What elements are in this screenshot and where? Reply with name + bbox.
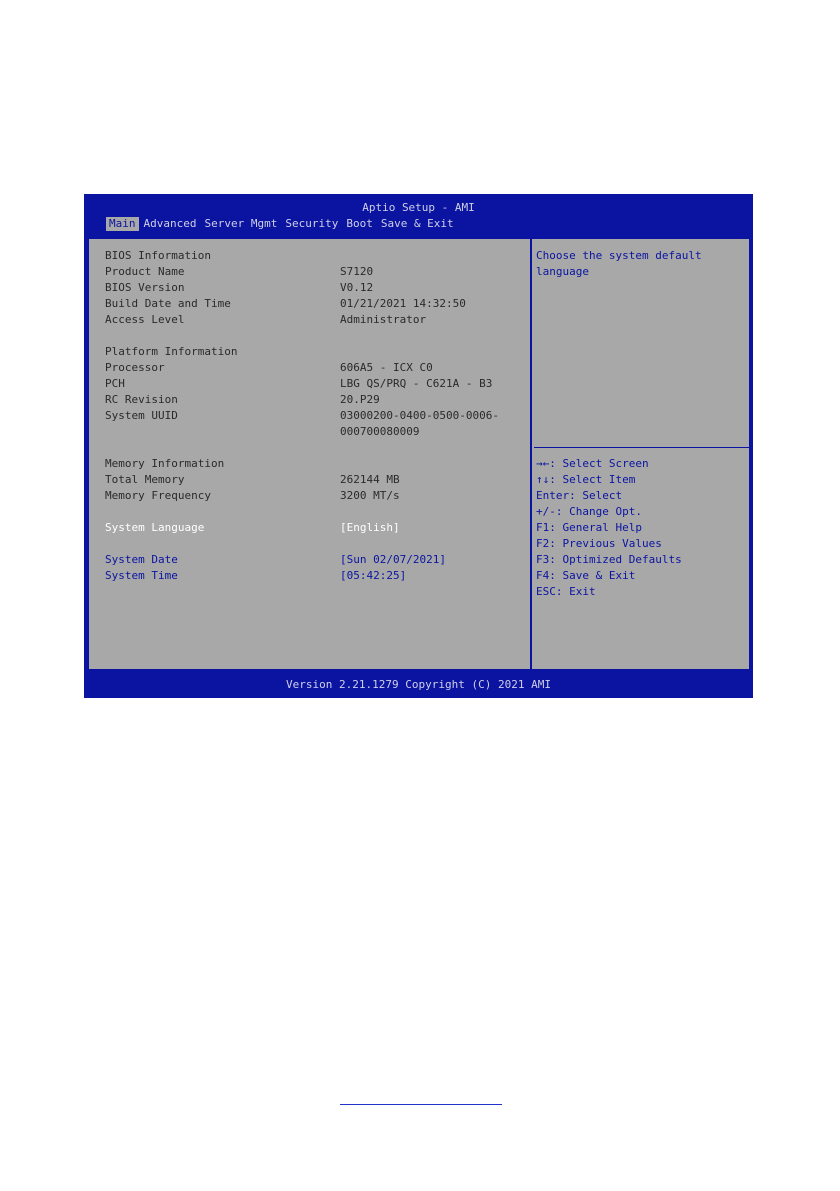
tab-save-exit[interactable]: Save & Exit (380, 217, 454, 230)
help-text-line2: language (536, 265, 589, 278)
system-uuid-value-line1: 03000200-0400-0500-0006- (340, 409, 499, 422)
build-date-value: 01/21/2021 14:32:50 (340, 297, 466, 310)
help-text-line1: Choose the system default (536, 249, 702, 262)
key-hint-f1: F1: General Help (536, 521, 642, 534)
footer-version: Version 2.21.1279 Copyright (C) 2021 AMI (84, 677, 753, 694)
product-name-value: S7120 (340, 265, 374, 278)
key-hint-f4: F4: Save & Exit (536, 569, 636, 582)
help-divider (534, 447, 750, 448)
system-language-label[interactable]: System Language (105, 521, 205, 534)
system-date-label[interactable]: System Date (105, 553, 178, 566)
bios-version-label: BIOS Version (105, 281, 185, 294)
access-level-label: Access Level (105, 313, 185, 326)
rc-revision-label: RC Revision (105, 393, 178, 406)
key-hint-enter: Enter: Select (536, 489, 623, 502)
key-hint-esc: ESC: Exit (536, 585, 596, 598)
memory-frequency-label: Memory Frequency (105, 489, 211, 502)
key-hint-f3: F3: Optimized Defaults (536, 553, 682, 566)
processor-label: Processor (105, 361, 165, 374)
bios-setup-screen (84, 194, 753, 698)
tab-server-mgmt[interactable]: Server Mgmt (204, 217, 278, 230)
system-date-value[interactable]: [Sun 02/07/2021] (340, 553, 446, 566)
system-uuid-value-line2: 000700080009 (340, 425, 420, 438)
key-hint-change-opt: +/-: Change Opt. (536, 505, 642, 518)
tab-boot[interactable]: Boot (346, 217, 373, 230)
system-time-label[interactable]: System Time (105, 569, 178, 582)
bios-info-heading: BIOS Information (105, 249, 211, 262)
build-date-label: Build Date and Time (105, 297, 231, 310)
key-hint-select-screen: →←: Select Screen (536, 457, 649, 470)
key-hint-select-item: ↑↓: Select Item (536, 473, 636, 486)
total-memory-value: 262144 MB (340, 473, 400, 486)
rc-revision-value: 20.P29 (340, 393, 380, 406)
app-title: Aptio Setup - AMI (362, 201, 475, 214)
pch-value: LBG QS/PRQ - C621A - B3 (340, 377, 493, 390)
tab-security[interactable]: Security (285, 217, 339, 230)
system-time-value[interactable]: [05:42:25] (340, 569, 407, 582)
tab-main[interactable]: Main (106, 217, 139, 231)
access-level-value: Administrator (340, 313, 427, 326)
main-pane (89, 239, 530, 669)
tab-advanced[interactable]: Advanced (143, 217, 197, 230)
memory-info-heading: Memory Information (105, 457, 225, 470)
product-name-label: Product Name (105, 265, 185, 278)
system-language-value[interactable]: [English] (340, 521, 400, 534)
help-pane (532, 239, 749, 669)
tab-bar (106, 217, 459, 231)
total-memory-label: Total Memory (105, 473, 185, 486)
content-panel (88, 238, 750, 670)
processor-value: 606A5 - ICX C0 (340, 361, 433, 374)
system-uuid-label: System UUID (105, 409, 178, 422)
pch-label: PCH (105, 377, 125, 390)
memory-frequency-value: 3200 MT/s (340, 489, 400, 502)
bios-version-value: V0.12 (340, 281, 374, 294)
page-link-underline[interactable] (340, 1104, 502, 1105)
key-hint-f2: F2: Previous Values (536, 537, 662, 550)
platform-info-heading: Platform Information (105, 345, 238, 358)
